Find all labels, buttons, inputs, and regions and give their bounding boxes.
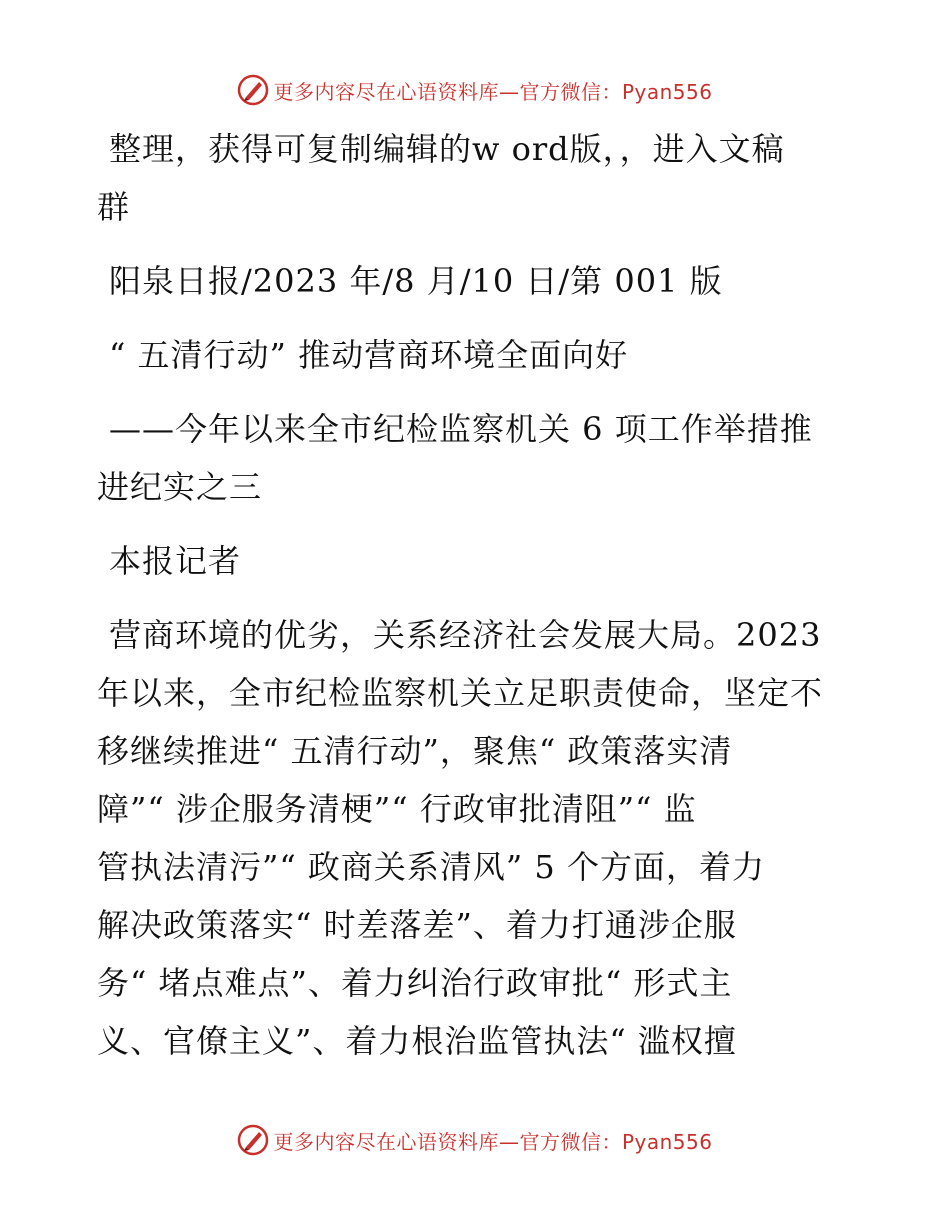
article-subtitle-line-1: ——今年以来全市纪检监察机关 6 项工作举措推 (109, 410, 813, 448)
footer-banner (0, 1120, 950, 1160)
pen-logo-icon (237, 74, 269, 106)
document-body (97, 120, 857, 1070)
body-line-7: 务“ 堵点难点”、着力纠治行政审批“ 形式主 (97, 964, 733, 1002)
body-line-1: 营商环境的优劣，关系经济社会发展大局。2023 (109, 616, 822, 654)
body-line-5: 管执法清污”“ 政商关系清风” 5 个方面，着力 (97, 848, 765, 886)
body-line-3: 移继续推进“ 五清行动”，聚焦“ 政策落实清 (97, 732, 733, 770)
article-title: “ 五清行动” 推动营商环境全面向好 (109, 336, 629, 374)
intro-line-1: 整理，获得可复制编辑的w ord版，，进入文稿 (109, 130, 785, 168)
pen-logo-icon (237, 1124, 269, 1156)
header-banner-text: 更多内容尽在心语资料库—官方微信：Pyan556 (273, 79, 713, 104)
footer-banner-text: 更多内容尽在心语资料库—官方微信：Pyan556 (273, 1129, 713, 1154)
body-line-2: 年以来，全市纪检监察机关立足职责使命，坚定不 (97, 674, 824, 712)
header-banner (0, 70, 950, 110)
article-subtitle-line-2: 进纪实之三 (97, 468, 263, 506)
intro-line-2: 群 (97, 188, 131, 226)
body-line-8: 义、官僚主义”、着力根治监管执法“ 滥权擅 (97, 1022, 737, 1060)
body-line-6: 解决政策落实“ 时差落差”、着力打通涉企服 (97, 906, 737, 944)
body-line-4: 障”“ 涉企服务清梗”“ 行政审批清阻”“ 监 (97, 790, 697, 828)
byline: 本报记者 (109, 542, 242, 580)
source-line: 阳泉日报/2023 年/8 月/10 日/第 001 版 (109, 262, 723, 300)
